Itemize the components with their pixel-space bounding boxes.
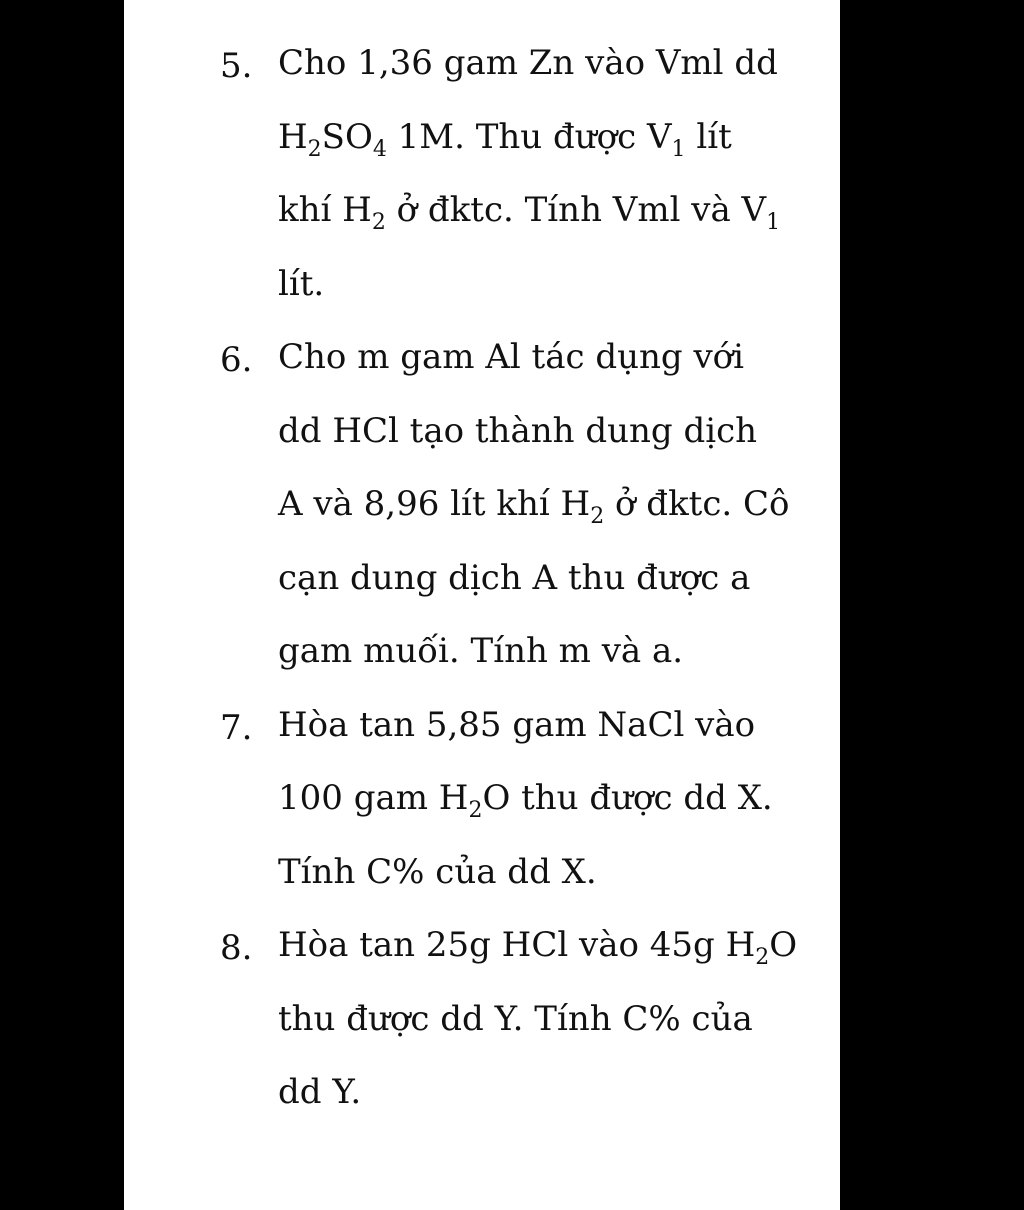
problem-text-line: Cho m gam Al tác dụng với [278, 337, 745, 377]
problem-number: 8. [220, 928, 253, 968]
problem-text-line: 100 gam $H_2O$ thu được dd X. [278, 778, 773, 823]
problem-text-line: A và 8,96 lít khí $H_2$ ở đktc. Cô [278, 484, 790, 529]
problem-text-line: khí $H_2$ ở đktc. Tính Vml và $V_1$ [278, 190, 781, 235]
problem-text-line: cạn dung dịch A thu được a [278, 557, 751, 598]
problem-text-line: lít. [278, 263, 325, 304]
problem-text-line: dd HCl tạo thành dung dịch [278, 410, 758, 451]
problem-text-line: thu được dd Y. Tính C% của [278, 998, 753, 1039]
problem-text-line: $H_2SO_4$ 1M. Thu được $V_1$ lít [278, 116, 732, 162]
problem-number: 5. [220, 46, 253, 86]
problem-text-line: Cho 1,36 gam Zn vào Vml dd [278, 43, 778, 83]
problem-text-line: dd Y. [278, 1072, 362, 1112]
problem-text-line: gam muối. Tính m và a. [278, 631, 684, 671]
problem-number: 6. [220, 340, 253, 380]
problem-text-line: Hòa tan 25g HCl vào 45g $H_2O$ [278, 925, 798, 970]
problem-number: 7. [220, 707, 253, 748]
problem-text-line: Tính C% của dd X. [278, 851, 597, 892]
document-page [124, 0, 840, 1210]
problem-text-line: Hòa tan 5,85 gam NaCl vào [278, 704, 756, 745]
